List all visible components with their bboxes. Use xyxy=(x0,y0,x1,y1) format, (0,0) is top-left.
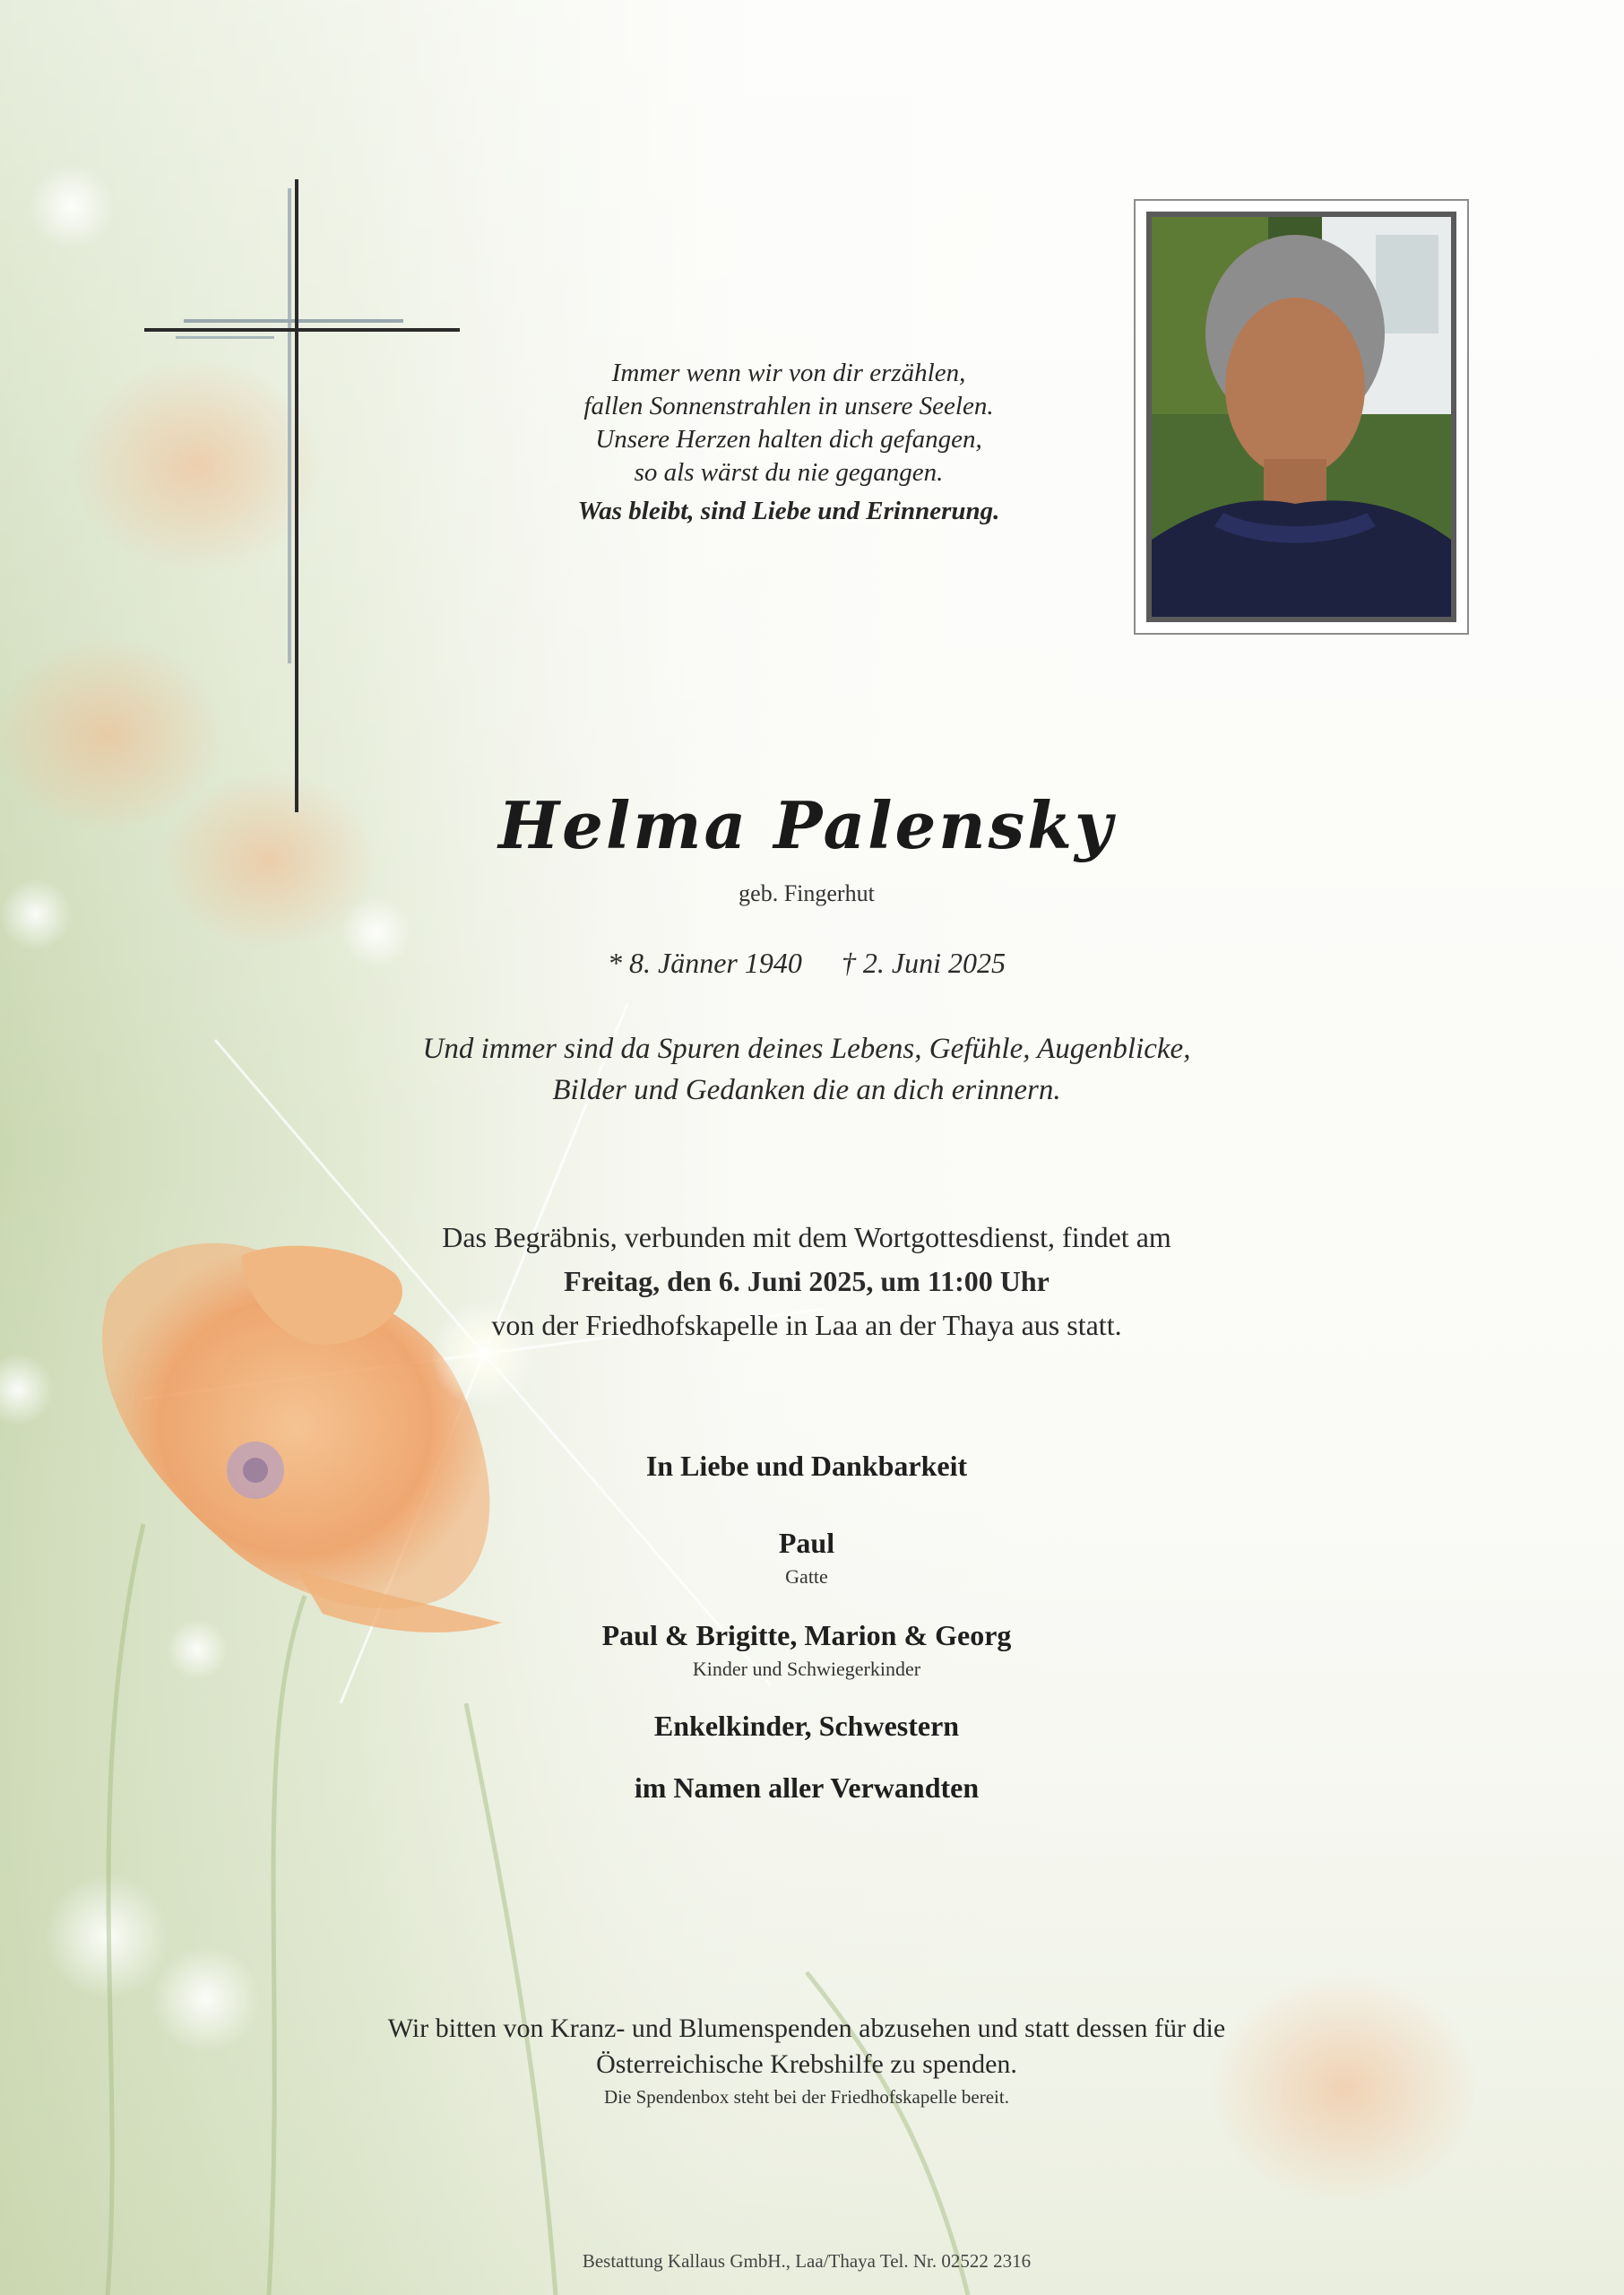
mourner-name: Paul & Brigitte, Marion & Georg xyxy=(601,1619,1012,1651)
memorial-verse xyxy=(269,1028,1344,1111)
service-date-time: Freitag, den 6. Juni 2025, um 11:00 Uhr xyxy=(564,1265,1050,1297)
verse-line: Bilder und Gedanken die an dich erinnern. xyxy=(552,1074,1061,1106)
poem-closing: Was bleibt, sind Liebe und Erinnerung. xyxy=(577,497,1000,525)
death-date: † 2. Juni 2025 xyxy=(841,947,1006,979)
poem-line: so als wärst du nie gegangen. xyxy=(634,458,944,487)
life-dates xyxy=(448,947,1165,980)
donation-request xyxy=(224,2011,1389,2083)
funeral-service-info xyxy=(269,1216,1344,1347)
portrait-frame xyxy=(1134,199,1469,635)
mourner-relation: Kinder und Schwiegerkinder xyxy=(692,1658,921,1680)
service-location: von der Friedhofskapelle in Laa an der Thaya aus statt. xyxy=(491,1309,1122,1341)
portrait-mat xyxy=(1146,212,1456,622)
poem-line: Unsere Herzen halten dich gefangen, xyxy=(595,425,982,454)
donation-note: Die Spendenbox steht bei der Friedhofskapelle bereit. xyxy=(604,2086,1009,2108)
mourner-relation: Gatte xyxy=(785,1565,828,1588)
service-line: Das Begräbnis, verbunden mit dem Wortgottesdienst, findet am xyxy=(442,1221,1171,1253)
mourner-name: Enkelkinder, Schwestern xyxy=(653,1710,960,1742)
donation-line: Österreichische Krebshilfe zu spenden. xyxy=(596,2049,1017,2079)
birth-name: geb. Fingerhut xyxy=(739,880,875,906)
mourner-name: Paul xyxy=(778,1527,835,1559)
mourners-heading: In Liebe und Dankbarkeit xyxy=(645,1450,968,1482)
funeral-home-footer: Bestattung Kallaus GmbH., Laa/Thaya Tel. Nr. 02522 2316 xyxy=(582,2250,1032,2272)
poem xyxy=(430,357,1147,528)
birth-date: * 8. Jänner 1940 xyxy=(608,947,802,979)
mourner-name: im Namen aller Verwandten xyxy=(634,1771,980,1804)
portrait-photo xyxy=(1152,217,1451,617)
donation-line: Wir bitten von Kranz- und Blumenspenden abzusehen und statt dessen für die xyxy=(387,2014,1226,2043)
poem-line: Immer wenn wir von dir erzählen, xyxy=(611,359,966,387)
poem-line: fallen Sonnenstrahlen in unsere Seelen. xyxy=(583,392,994,420)
deceased-name: Helma Palensky xyxy=(498,787,1115,863)
verse-line: Und immer sind da Spuren deines Lebens, Gefühle, Augenblicke, xyxy=(422,1033,1191,1065)
